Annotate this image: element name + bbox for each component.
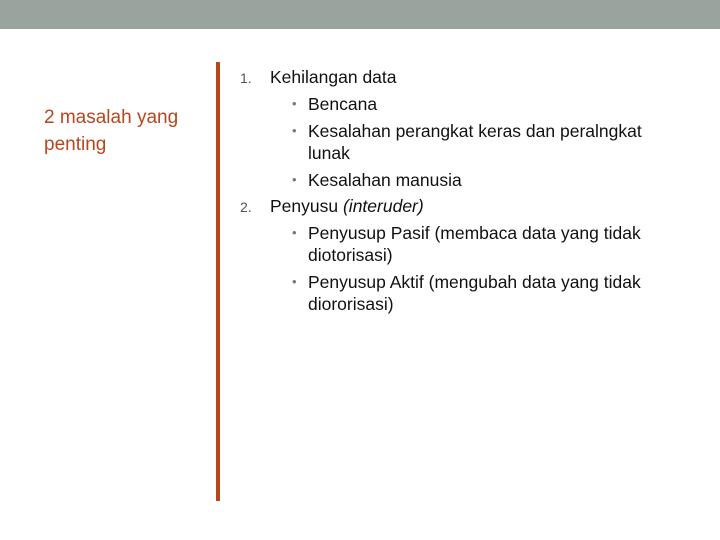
sub-item	[270, 271, 680, 315]
bullet-icon: •	[292, 123, 297, 138]
bullet-icon: •	[292, 172, 297, 187]
sub-item-text: Bencana	[308, 94, 378, 114]
sub-item	[270, 93, 680, 115]
sub-item-text: Kesalahan manusia	[308, 170, 462, 190]
item-number: 2.	[240, 199, 252, 215]
list-item-2	[240, 195, 680, 315]
item-number: 1.	[240, 70, 252, 86]
sub-item	[270, 120, 680, 164]
bullet-icon: •	[292, 96, 297, 111]
side-title: 2 masalah yang penting	[44, 107, 179, 155]
bullet-icon: •	[292, 274, 297, 289]
list-item-1	[240, 66, 680, 191]
sub-item-text: Penyusup Pasif (membaca data yang tidak diotorisasi)	[308, 223, 641, 265]
sub-item	[270, 222, 680, 266]
sub-list	[270, 222, 680, 315]
item-heading-italic: (interuder)	[342, 196, 424, 216]
sub-item	[270, 169, 680, 191]
item-heading: Penyusu	[270, 196, 339, 216]
title-band	[0, 0, 720, 29]
vertical-divider	[216, 62, 220, 501]
sub-list	[270, 93, 680, 191]
item-heading: Kehilangan data	[270, 67, 397, 87]
sub-item-text: Penyusup Aktif (mengubah data yang tidak diororisasi)	[308, 272, 641, 314]
bullet-icon: •	[292, 225, 297, 240]
content-list	[240, 66, 680, 315]
sub-item-text: Kesalahan perangkat keras dan peralngkat lunak	[308, 121, 642, 163]
